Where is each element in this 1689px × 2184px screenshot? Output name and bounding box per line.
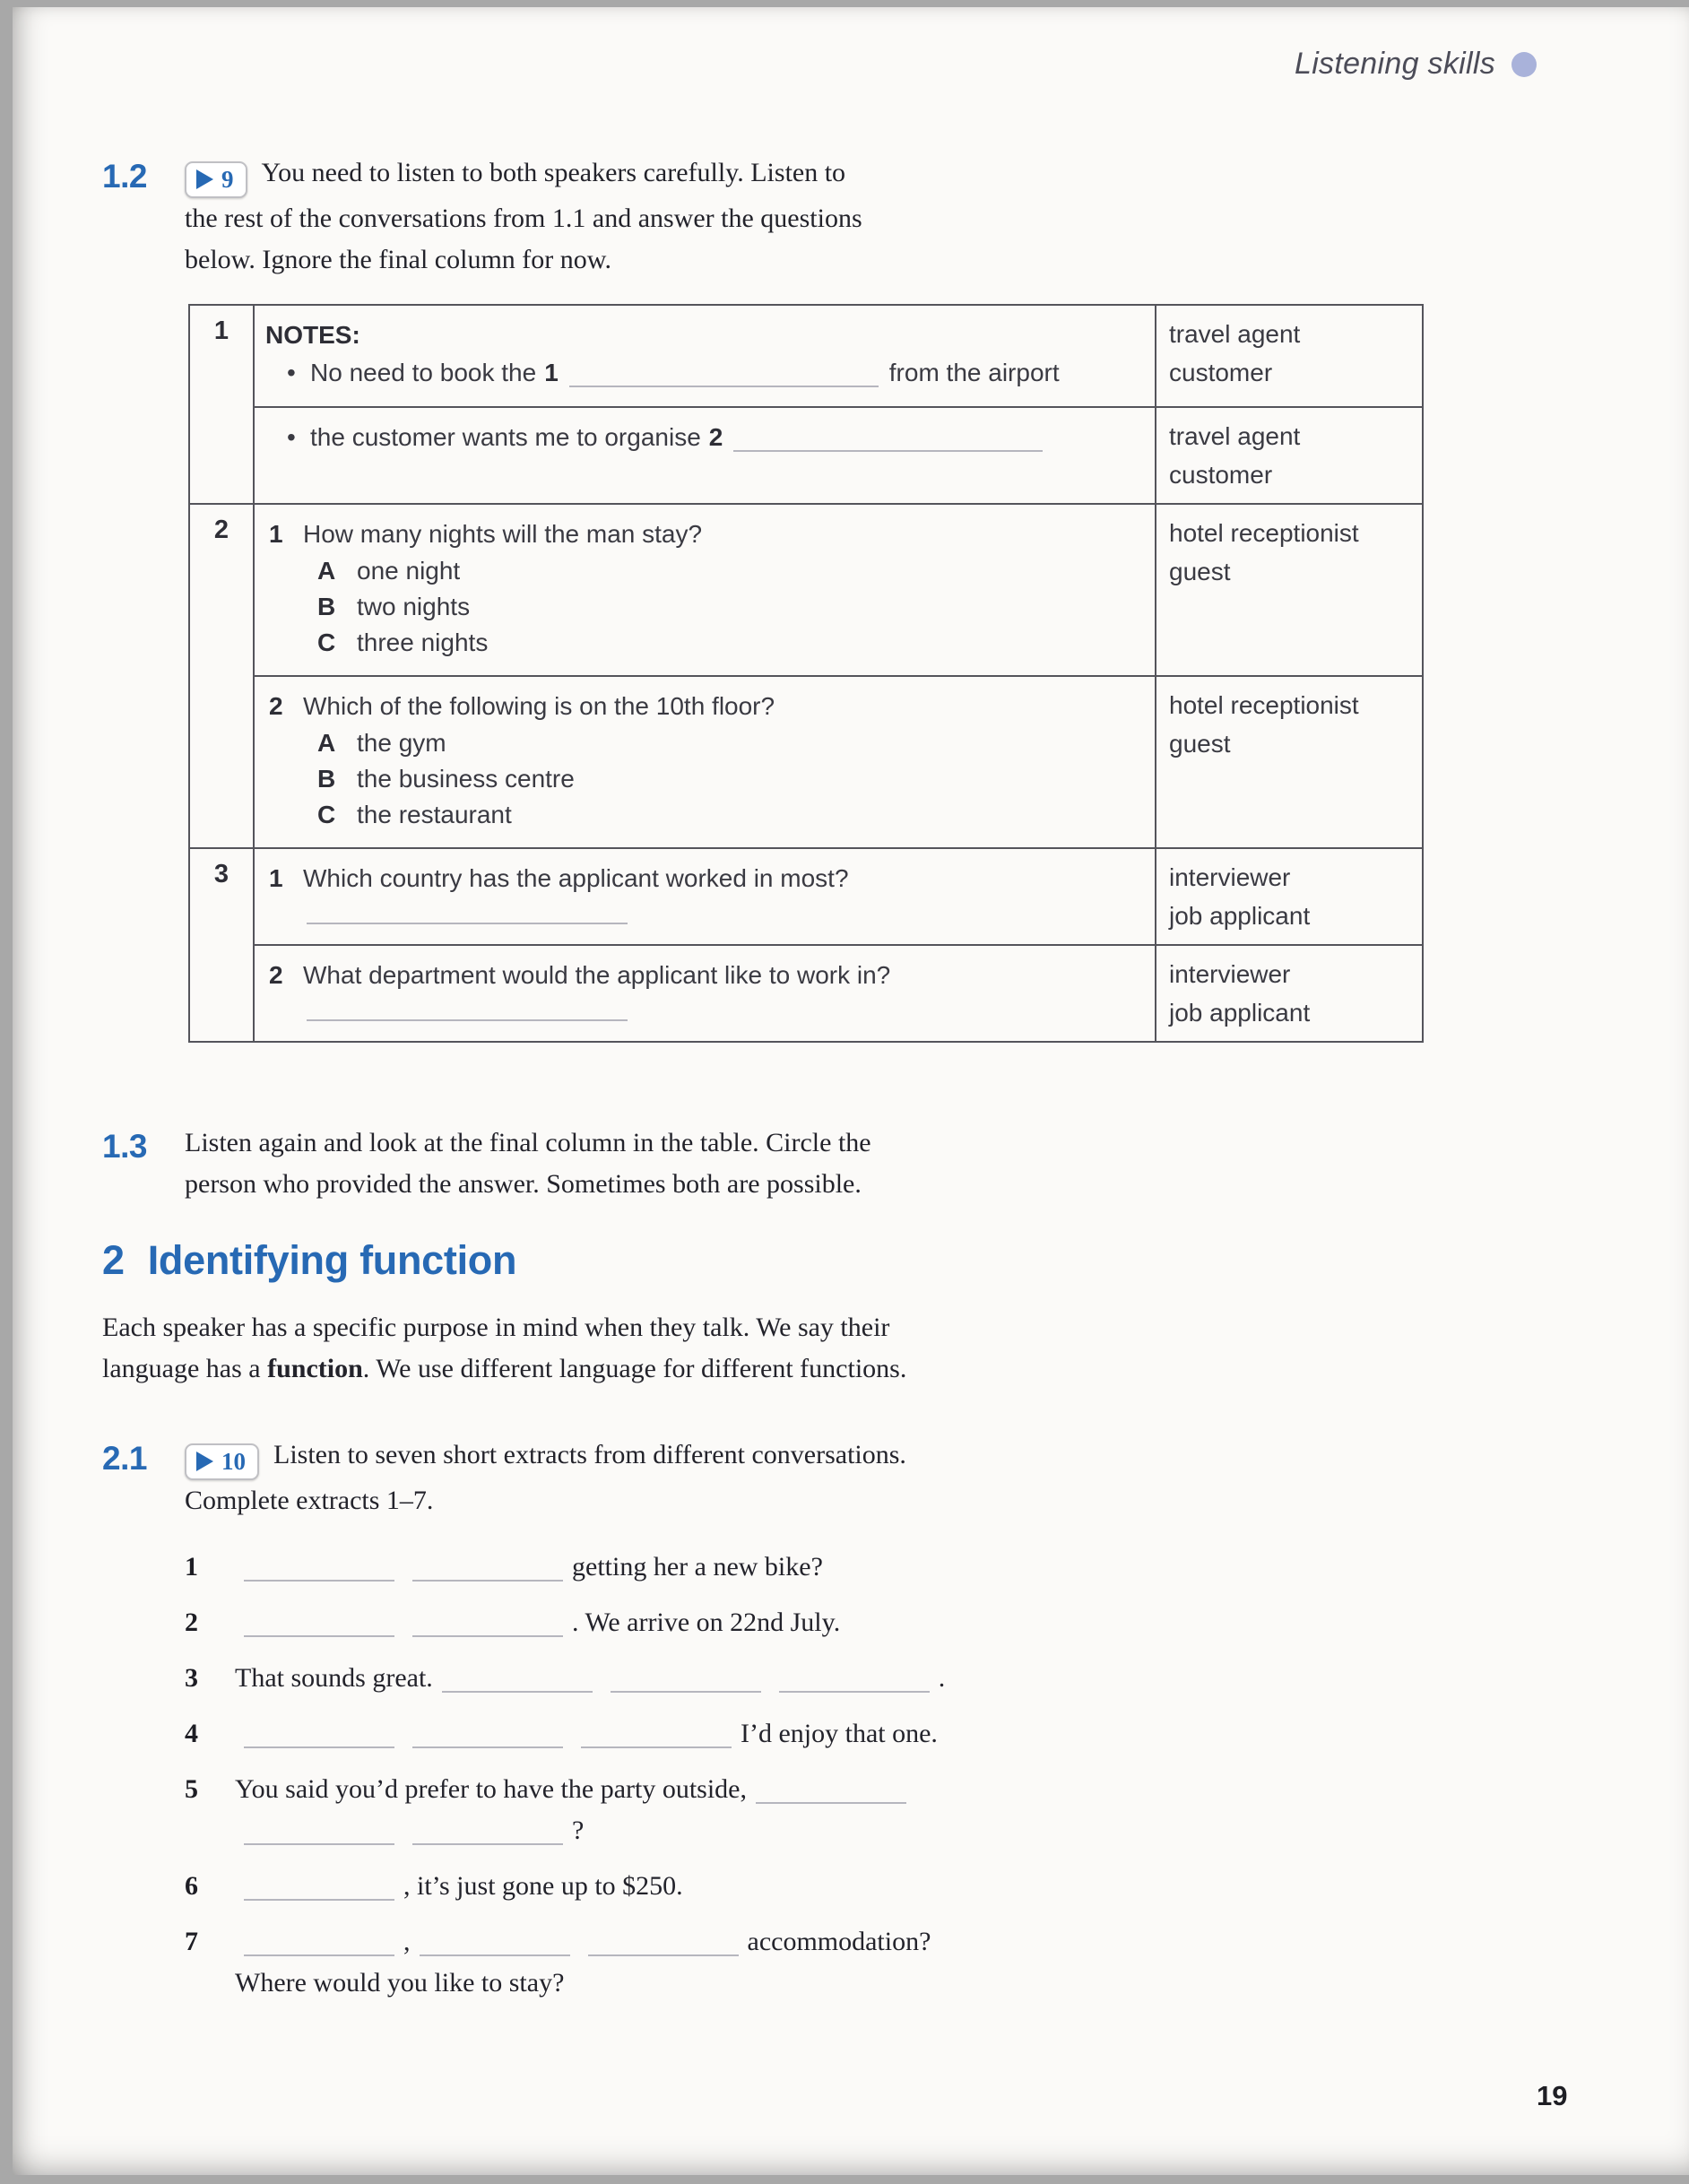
question-line (265, 688, 1140, 725)
extract-text: , (403, 1926, 411, 1956)
play-icon (196, 169, 213, 189)
notes-heading: NOTES: (265, 320, 360, 349)
speaker-option: interviewer (1169, 959, 1291, 988)
question-line (265, 957, 1140, 994)
fill-blank (412, 1555, 563, 1582)
extract-number: 3 (185, 1662, 198, 1693)
note-line (265, 419, 1140, 456)
fill-blank (442, 1666, 593, 1693)
extract-item (185, 1658, 1357, 1699)
audio-play-chip (185, 1443, 259, 1480)
page-header (1295, 47, 1537, 82)
book-page (13, 7, 1689, 2175)
speaker-option: job applicant (1169, 998, 1311, 1027)
speaker-option: travel agent (1169, 421, 1301, 450)
answer-option (317, 761, 1140, 797)
extract-item (185, 1921, 1357, 2004)
question-number: 1 (269, 863, 283, 892)
extract-text: getting her a new bike? (572, 1551, 823, 1582)
bullet-icon (287, 354, 310, 392)
extract-number: 4 (185, 1718, 198, 1748)
group-number: 1 (189, 305, 254, 504)
speaker-option: travel agent (1169, 319, 1301, 348)
note-line (265, 354, 1140, 392)
instruction-text (185, 152, 1483, 281)
answer-blank (307, 1019, 628, 1021)
speaker-cell (1156, 676, 1423, 848)
instruction-line: Listen to seven short extracts from different conversations. (273, 1440, 906, 1469)
table-row (189, 945, 1423, 1042)
speaker-option: job applicant (1169, 901, 1311, 930)
instruction-text (185, 1434, 1357, 1521)
extract-number: 6 (185, 1870, 198, 1901)
answer-option (317, 625, 1140, 661)
answer-option (317, 725, 1140, 761)
answer-blank (307, 923, 628, 924)
extract-text: Where would you like to stay? (235, 1967, 565, 1998)
exercise-label: 1.3 (102, 1128, 147, 1165)
table-row (189, 676, 1423, 848)
question-text: Which of the following is on the 10th floor? (303, 691, 775, 720)
question-line (265, 516, 1140, 553)
exercise-1-3 (102, 1122, 1178, 1205)
question-text: Which country has the applicant worked in most? (303, 863, 849, 892)
page-number: 19 (1537, 2080, 1568, 2111)
question-number: 1 (269, 519, 283, 548)
extract-text: You said you’d prefer to have the party outside, (235, 1773, 747, 1804)
option-text: the gym (357, 728, 446, 757)
exercise-1-2 (102, 152, 1483, 1043)
instruction-line: Listen again and look at the final column in the table. Circle the (185, 1128, 871, 1157)
exercise-2-1 (102, 1434, 1357, 2018)
speaker-option: customer (1169, 358, 1273, 386)
exercise-label: 2.1 (102, 1440, 147, 1477)
extract-text: , it’s just gone up to $250. (403, 1870, 683, 1901)
extract-text: ? (572, 1815, 585, 1845)
function-term: function (267, 1354, 363, 1383)
extract-text: That sounds great. (235, 1662, 433, 1693)
speaker-option: hotel receptionist (1169, 690, 1359, 719)
audio-track-number: 10 (221, 1447, 246, 1475)
instruction-line: You need to listen to both speakers carefully. Listen to (261, 158, 846, 187)
option-text: the restaurant (357, 800, 512, 828)
extract-item (185, 1866, 1357, 1907)
instruction-line: person who provided the answer. Sometimes both are possible. (185, 1169, 862, 1199)
extract-number: 2 (185, 1607, 198, 1637)
fill-blank (733, 427, 1043, 452)
extract-item (185, 1713, 1357, 1755)
extract-text: . (938, 1662, 946, 1693)
extract-number: 7 (185, 1926, 198, 1956)
speaker-cell (1156, 945, 1423, 1042)
extract-number: 5 (185, 1773, 198, 1804)
option-letter: C (317, 628, 336, 656)
note-text: the customer wants me to organise (310, 422, 701, 451)
answer-option (317, 589, 1140, 625)
table-row (189, 848, 1423, 945)
fill-blank (244, 1818, 394, 1845)
instruction-line: below. Ignore the final column for now. (185, 244, 611, 274)
table-row (189, 305, 1423, 407)
fill-blank (244, 1874, 394, 1901)
fill-blank (588, 1929, 739, 1956)
extract-item (185, 1547, 1357, 1588)
fill-blank (244, 1555, 394, 1582)
fill-blank (779, 1666, 930, 1693)
instruction-line: Complete extracts 1–7. (185, 1485, 434, 1515)
speaker-cell (1156, 848, 1423, 945)
fill-blank (569, 362, 879, 387)
bullet-icon (287, 419, 310, 456)
speaker-option: interviewer (1169, 862, 1291, 891)
speaker-option: guest (1169, 729, 1231, 758)
extract-text: accommodation? (747, 1926, 931, 1956)
fill-blank (412, 1818, 563, 1845)
audio-play-chip (185, 161, 247, 198)
fill-blank (244, 1610, 394, 1637)
answer-option (317, 797, 1140, 833)
extract-text: . We arrive on 22nd July. (572, 1607, 841, 1637)
gap-number: 2 (708, 422, 723, 451)
fill-blank (244, 1929, 394, 1956)
option-text: two nights (357, 592, 471, 620)
option-letter: B (317, 764, 336, 793)
fill-blank (756, 1777, 906, 1804)
question-number: 2 (269, 691, 283, 720)
fill-blank (412, 1721, 563, 1748)
option-letter: C (317, 800, 336, 828)
option-letter: A (317, 728, 336, 757)
question-number: 2 (269, 960, 283, 989)
header-title: Listening skills (1294, 47, 1495, 81)
note-text: No need to book the (310, 358, 537, 386)
exercise-label: 1.2 (102, 158, 147, 195)
intro-line: language has a function. We use different language for different functions. (102, 1354, 907, 1383)
table-row (189, 504, 1423, 676)
speaker-cell (1156, 407, 1423, 504)
fill-blank (581, 1721, 732, 1748)
extract-number: 1 (185, 1551, 198, 1582)
option-letter: B (317, 592, 336, 620)
group-number: 2 (189, 504, 254, 848)
question-line (265, 860, 1140, 897)
extract-item (185, 1602, 1357, 1643)
option-text: one night (357, 556, 461, 585)
option-text: three nights (357, 628, 489, 656)
listening-table (188, 304, 1424, 1043)
speaker-option: guest (1169, 557, 1231, 585)
speaker-cell (1156, 504, 1423, 676)
speaker-option: hotel receptionist (1169, 518, 1359, 547)
section-2-heading (102, 1237, 516, 1284)
question-text: How many nights will the man stay? (303, 519, 703, 548)
option-text: the business centre (357, 764, 575, 793)
fill-blank (420, 1929, 570, 1956)
group-number: 3 (189, 848, 254, 1042)
note-text-after: from the airport (888, 358, 1060, 386)
play-icon (196, 1452, 213, 1471)
speaker-cell (1156, 305, 1423, 407)
extract-text: I’d enjoy that one. (741, 1718, 938, 1748)
extracts-list (185, 1547, 1357, 2004)
answer-option (317, 553, 1140, 589)
instruction-text (185, 1122, 1178, 1205)
section-dot-icon (1511, 52, 1537, 77)
gap-number: 1 (544, 358, 559, 386)
fill-blank (412, 1610, 563, 1637)
fill-blank (244, 1721, 394, 1748)
extract-item (185, 1769, 1357, 1851)
instruction-line: the rest of the conversations from 1.1 and answer the questions (185, 203, 862, 233)
intro-line: Each speaker has a specific purpose in mind when they talk. We say their (102, 1313, 890, 1342)
audio-track-number: 9 (221, 165, 234, 193)
option-letter: A (317, 556, 336, 585)
section-title: Identifying function (147, 1237, 517, 1283)
table-row (189, 407, 1423, 504)
fill-blank (611, 1666, 761, 1693)
section-intro (102, 1307, 906, 1390)
section-number: 2 (102, 1237, 125, 1283)
question-text: What department would the applicant like to work in? (303, 960, 891, 989)
speaker-option: customer (1169, 460, 1273, 489)
